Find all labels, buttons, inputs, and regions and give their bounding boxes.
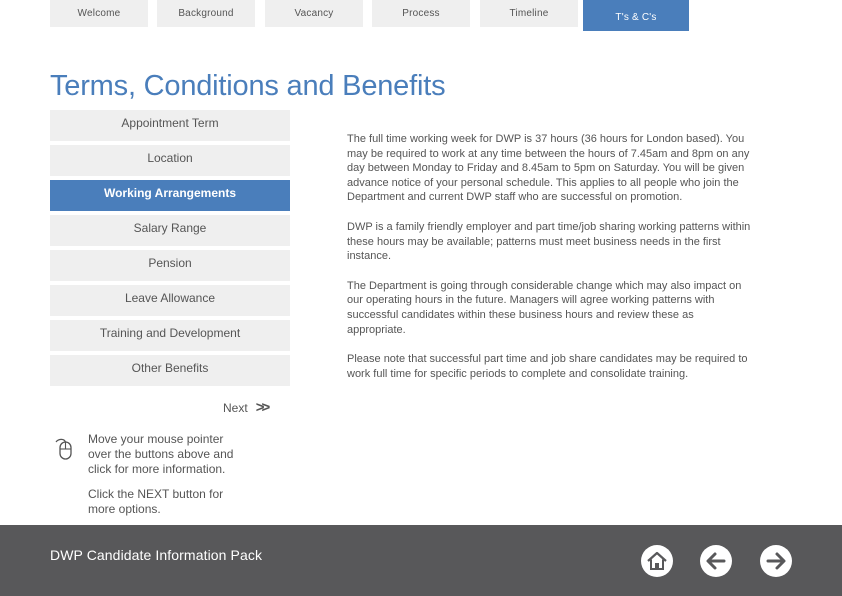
mouse-pointer-icon — [52, 436, 78, 462]
next-hint-text: Click the NEXT button for more options. — [88, 487, 224, 516]
tab-welcome[interactable]: Welcome — [50, 0, 148, 27]
menu-item-location[interactable]: Location — [50, 145, 290, 176]
home-icon[interactable] — [640, 544, 674, 578]
arrow-right-icon[interactable] — [759, 544, 793, 578]
menu-item-salary-range[interactable]: Salary Range — [50, 215, 290, 246]
menu-item-working-arrangements[interactable]: Working Arrangements — [50, 180, 290, 211]
next-button[interactable] — [223, 399, 267, 416]
arrow-left-icon[interactable] — [699, 544, 733, 578]
tab-timeline[interactable]: Timeline — [480, 0, 578, 27]
menu-item-leave-allowance[interactable]: Leave Allowance — [50, 285, 290, 316]
menu-item-pension[interactable]: Pension — [50, 250, 290, 281]
double-chevron-right-icon: >> — [255, 399, 268, 416]
top-navigation — [0, 0, 842, 31]
page-title: Terms, Conditions and Benefits — [50, 70, 446, 102]
menu-item-appointment-term[interactable]: Appointment Term — [50, 110, 290, 141]
hover-hint-text: Move your mouse pointer over the buttons above and click for more information. — [88, 432, 234, 476]
footer-bar — [0, 525, 842, 596]
content-paragraph: DWP is a family friendly employer and part time/job sharing working patterns within these hours may be available; patterns must meet business needs in the first instance. — [347, 220, 751, 263]
menu-item-training-and-development[interactable]: Training and Development — [50, 320, 290, 351]
tab-ts-and-cs[interactable]: T's & C's — [583, 0, 689, 31]
tab-vacancy[interactable]: Vacancy — [265, 0, 363, 27]
content-panel — [347, 132, 752, 396]
tab-background[interactable]: Background — [157, 0, 255, 27]
footer-title: DWP Candidate Information Pack — [50, 547, 263, 563]
tab-process[interactable]: Process — [372, 0, 470, 27]
next-label: Next — [223, 400, 248, 415]
content-paragraph: The full time working week for DWP is 37 hours (36 hours for London based). You may be required to work at any time between the hours of 7.45am and 8pm on any day between Monday to Friday and 8.45am to 5pm on Saturday. You will be given advance notice of your personal schedule. This applies to all people who join the Department and current DWP staff who are successful on promotion. — [347, 133, 750, 204]
content-paragraph: The Department is going through considerable change which may also impact on our operating hours in the future. Managers will agree working patterns with successful candidates within these business hours and review these as appropriate. — [347, 279, 742, 336]
content-paragraph: Please note that successful part time and job share candidates may be required to work full time for specific periods to complete and consolidate training. — [347, 353, 748, 380]
menu-item-other-benefits[interactable]: Other Benefits — [50, 355, 290, 386]
